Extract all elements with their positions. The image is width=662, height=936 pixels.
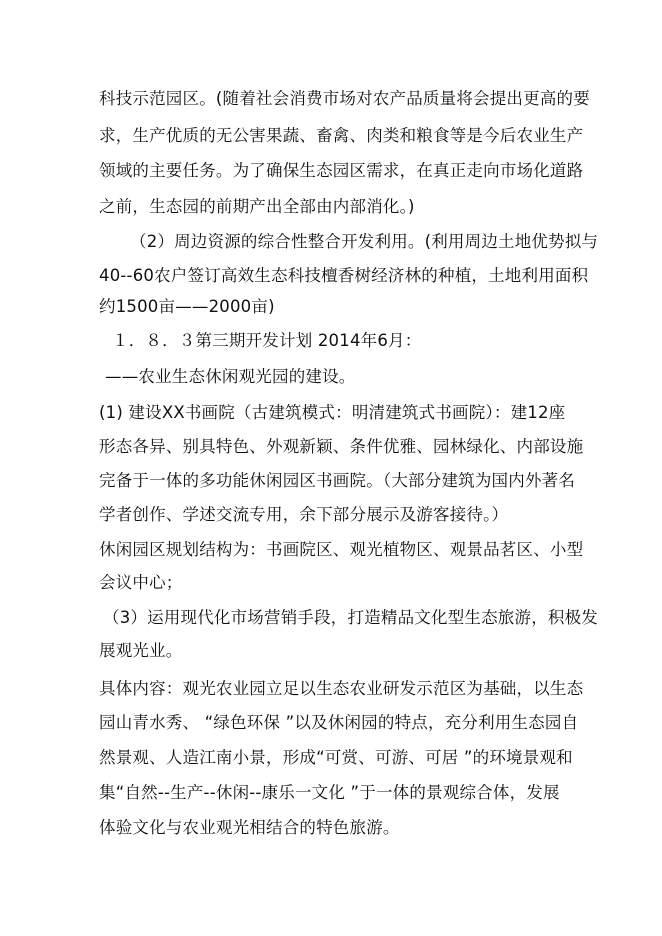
text-line: 具体内容：观光农业园立足以生态农业研发示范区为基础，以生态 bbox=[99, 679, 584, 698]
text-line: 领域的主要任务。为了确保生态园区需求，在真正走向市场化道路 bbox=[99, 161, 584, 180]
text-line: 约1500亩——2000亩) bbox=[99, 297, 275, 316]
text-line: 集“自然--生产--休闲--康乐一文化 ”于一体的景观综合体，发展 bbox=[99, 783, 560, 802]
text-line: （2）周边资源的综合性整合开发利用。(利用周边土地优势拟与 bbox=[130, 232, 599, 251]
text-line: 展观光业。 bbox=[99, 641, 183, 660]
text-line: （3）运用现代化市场营销手段，打造精品文化型生态旅游，积极发 bbox=[103, 608, 598, 627]
text-line: (1) 建设XX书画院（古建筑模式：明清建筑式书画院）：建12座 bbox=[99, 403, 566, 422]
section-heading: １．８．３第三期开发计划 2014年6月： bbox=[112, 331, 422, 350]
text-line: 之前，生态园的前期产出全部由内部消化。) bbox=[99, 197, 415, 216]
text-line: 体验文化与农业观光相结合的特色旅游。 bbox=[99, 818, 400, 837]
text-line: 园山青水秀、 “绿色环保 ”以及休闲园的特点，充分利用生态园自 bbox=[99, 713, 579, 732]
text-line: 会议中心； bbox=[99, 573, 183, 592]
text-line: 形态各异、别具特色、外观新颖、条件优雅、园林绿化、内部设施 bbox=[99, 437, 584, 456]
text-line: 休闲园区规划结构为：书画院区、观光植物区、观景品茗区、小型 bbox=[99, 540, 584, 559]
text-line: 学者创作、学述交流专用，余下部分展示及游客接待。） bbox=[99, 505, 509, 524]
text-line: 求，生产优质的无公害果蔬、畜禽、肉类和粮食等是今后农业生产 bbox=[99, 126, 584, 145]
text-line: 40--60农户签订高效生态科技檀香树经济林的种植，土地利用面积 bbox=[99, 266, 589, 285]
text-line: 然景观、人造江南小景，形成“可赏、可游、可居 ”的环境景观和 bbox=[99, 748, 573, 767]
text-line: 完备于一体的多功能休闲园区书画院。（大部分建筑为国内外著名 bbox=[99, 471, 576, 490]
text-line: ——农业生态休闲观光园的建设。 bbox=[105, 367, 356, 386]
text-line: 科技示范园区。(随着社会消费市场对农产品质量将会提出更高的要 bbox=[99, 89, 590, 108]
